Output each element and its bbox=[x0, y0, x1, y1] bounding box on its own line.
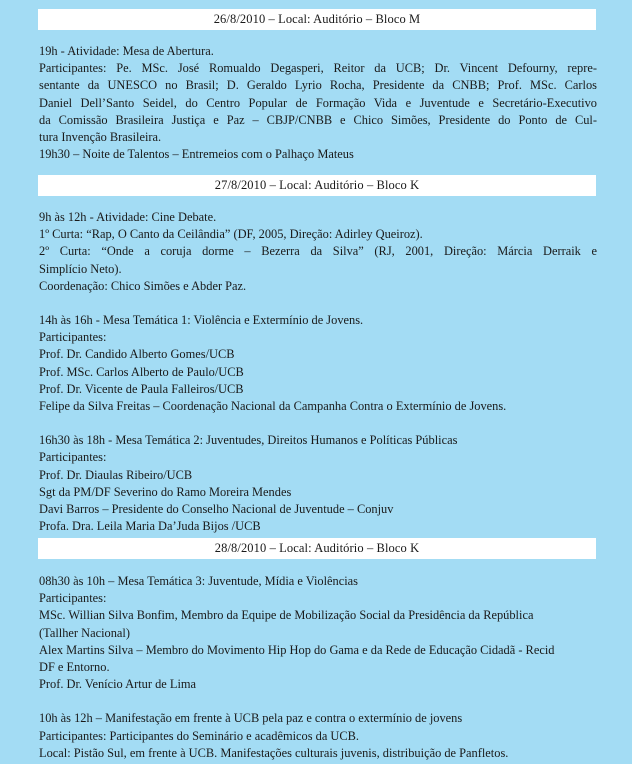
program-line: Davi Barros – Presidente do Conselho Nacional de Juventude – Conjuv bbox=[39, 502, 394, 517]
program-line: Prof. Dr. Venício Artur de Lima bbox=[39, 677, 197, 692]
program-line: DF e Entorno. bbox=[39, 660, 110, 675]
program-line: Prof. Dr. Diaulas Ribeiro/UCB bbox=[39, 467, 193, 482]
program-line: 16h30 às 18h - Mesa Temática 2: Juventudes, Direitos Humanos e Políticas Públicas bbox=[39, 433, 458, 448]
program-line: da Comissão Brasileira Justiça e Paz – CBJP/CNBB e Chico Simões, Presidente do Ponto de Cul- bbox=[39, 112, 597, 127]
program-line: 1º Curta: “Rap, O Canto da Ceilândia” (DF, 2005, Direção: Adirley Queiroz). bbox=[39, 227, 423, 242]
program-line: 19h - Atividade: Mesa de Abertura. bbox=[39, 44, 214, 58]
program-line: 19h30 – Noite de Talentos – Entremeios com o Palhaço Mateus bbox=[39, 147, 354, 162]
section-gap bbox=[39, 415, 597, 432]
section-gap bbox=[39, 295, 597, 312]
day-header-27-8: 27/8/2010 – Local: Auditório – Bloco K bbox=[38, 175, 596, 196]
day-26-8-program bbox=[39, 43, 597, 163]
program-line: Local: Pistão Sul, em frente à UCB. Manifestações culturais juvenis, distribuição de Panfletos. bbox=[39, 745, 509, 760]
program-line: 14h às 16h - Mesa Temática 1: Violência e Extermínio de Jovens. bbox=[39, 313, 364, 328]
program-line: sentante da UNESCO no Brasil; D. Geraldo Lyrio Rocha, Presidente da CNBB; Prof. MSc. Carlos bbox=[39, 78, 597, 93]
program-line: Alex Martins Silva – Membro do Movimento Hip Hop do Gama e da Rede de Educação Cidadã - Recid bbox=[39, 642, 555, 657]
program-line: MSc. Willian Silva Bonfim, Membro da Equipe de Mobilização Social da Presidência da República bbox=[39, 608, 534, 623]
program-line: Profa. Dra. Leila Maria Da’Juda Bijos /UCB bbox=[39, 519, 261, 534]
program-line: Prof. MSc. Carlos Alberto de Paulo/UCB bbox=[39, 364, 244, 379]
day-header-26-8: 26/8/2010 – Local: Auditório – Bloco M bbox=[38, 9, 596, 30]
program-line: 9h às 12h - Atividade: Cine Debate. bbox=[39, 210, 217, 224]
program-line: Daniel Dell’Santo Seidel, do Centro Popular de Formação Vida e Juventude e Secretário-Executivo bbox=[39, 95, 597, 110]
program-line: Participantes: Participantes do Seminário e acadêmicos da UCB. bbox=[39, 728, 360, 743]
program-line: 08h30 às 10h – Mesa Temática 3: Juventude, Mídia e Violências bbox=[39, 574, 358, 588]
day-header-28-8: 28/8/2010 – Local: Auditório – Bloco K bbox=[38, 538, 596, 559]
program-line: Participantes: bbox=[39, 591, 107, 606]
program-line: Simplício Neto). bbox=[39, 261, 122, 276]
section-gap bbox=[39, 693, 597, 710]
program-line: Coordenação: Chico Simões e Abder Paz. bbox=[39, 278, 247, 293]
program-line: (Tallher Nacional) bbox=[39, 625, 130, 640]
program-line: Prof. Dr. Candido Alberto Gomes/UCB bbox=[39, 347, 235, 362]
program-line: Participantes: bbox=[39, 330, 107, 345]
program-line: 2º Curta: “Onde a coruja dorme – Bezerra da Silva” (RJ, 2001, Direção: Márcia Derraik e bbox=[39, 244, 597, 259]
program-line: Sgt da PM/DF Severino do Ramo Moreira Mendes bbox=[39, 484, 292, 499]
program-line: Prof. Dr. Vicente de Paula Falleiros/UCB bbox=[39, 381, 244, 396]
program-line: tura Invenção Brasileira. bbox=[39, 130, 162, 145]
program-line: Felipe da Silva Freitas – Coordenação Nacional da Campanha Contra o Extermínio de Jovens. bbox=[39, 399, 507, 414]
day-27-8-program bbox=[39, 209, 597, 535]
day-28-8-program bbox=[39, 573, 597, 762]
program-line: 10h às 12h – Manifestação em frente à UCB pela paz e contra o extermínio de jovens bbox=[39, 711, 463, 726]
program-line: Participantes: Pe. MSc. José Romualdo Degasperi, Reitor da UCB; Dr. Vincent Defourny, repre- bbox=[39, 61, 597, 76]
program-line: Participantes: bbox=[39, 450, 107, 465]
